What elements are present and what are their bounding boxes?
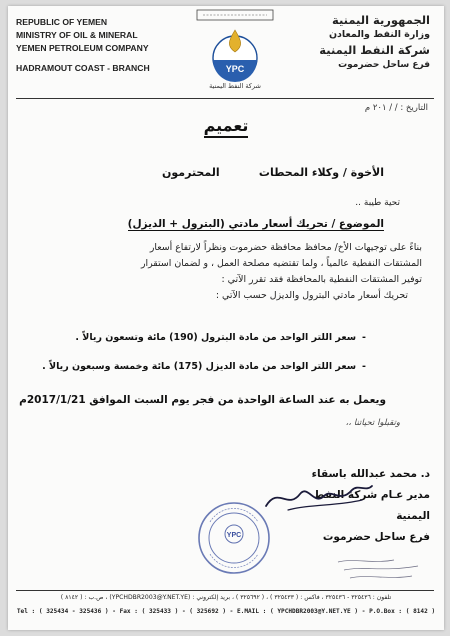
body-line: تحريك أسعار مادتي البترول والديزل حسب الآتي : [215,290,408,301]
header-divider [16,98,434,99]
footer-divider [16,590,434,591]
bullet-icon: - [362,361,366,372]
ministry-crest [197,10,273,20]
logo-text: YPC [225,64,245,74]
arabic-letterhead [280,12,430,72]
handwritten-annotation [334,554,424,584]
branch-ar: فرع ساحل حضرموت [338,60,430,70]
subject-line [128,218,384,230]
country-ar: الجمهورية اليمنية [331,13,430,27]
addressee: الأخوة / وكلاء المحطات [258,166,384,179]
footer-arabic-contact: تلفون : ٣٢٥٤٣٦ - ٣٢٥٤٣٦ ، فاكس : ( ٣٢٥٤٣٣ ) ، ( ٣٢٥٦٩٢ ) ، بريد إلكتروني : (YPCHDBR2003@Y.NET.YE) ، ص.ب : ( ٨١٤٢ ) [60,594,392,601]
handwritten-signature [258,476,378,516]
signatory-title: مدير عـام شركة النفط اليمنية [313,489,430,522]
effective-date: ويعمل به عند الساعة الواحدة من فجر يوم السبت الموافق 2017/1/21م [19,394,386,406]
price-item-text: سعر اللتر الواحد من مادة البترول (190) مائة وتسعون ريالاً . [75,332,357,343]
price-item-petrol [75,332,366,343]
company-ar: شركة النفط اليمنية [319,43,430,57]
price-item-text: سعر اللتر الواحد من مادة الديزل (175) مائة وخمسة وسبعون ريالاً . [42,361,357,372]
subject-text: الموضوع / تحريك أسعار مادتي (البترول + الديزل) [127,218,384,230]
stamp-logo-text: YPC [226,532,242,539]
signatory-branch: فرع ساحل حضرموت [322,531,430,543]
ministry-en: MINISTRY OF OIL & MINERAL [16,30,138,40]
closing-line: وتقبلوا تحياتنا ،، [345,418,400,428]
body-line: بناءً على توجيهات الأخ/ محافظ محافظة حضرموت ونظراً لارتفاع أسعار [149,242,422,253]
body-line: توفير المشتقات النفطية بالمحافظة فقد تقرر الآتي : [221,274,422,285]
english-letterhead [16,16,206,75]
price-item-diesel [42,361,366,372]
logo-arabic-text: شركة النفط اليمنية [209,82,261,90]
addressee-honorific: المحترمون [162,166,220,179]
memo-body [34,240,422,304]
company-logo [189,8,281,90]
country-en: REPUBLIC OF YEMEN [16,17,108,27]
date-line: التاريخ : / / ٢٠١ م [364,103,428,113]
memo-page [8,6,444,630]
greeting: تحية طيبة .. [355,198,400,208]
ministry-ar: وزارة النفط والمعادن [328,29,430,40]
official-stamp [196,500,272,576]
bullet-icon: - [362,332,366,343]
memo-title [8,116,444,138]
signatory-name: د. محمد عبدالله باسقاء [311,468,430,480]
footer-english-contact: Tel : ( 325434 - 325436 ) - Fax : ( 325433 ) - ( 325692 ) - E.MAIL : ( YPCHDBR2003@Y.NET.YE ) - P.O.Box : ( 8142 ) [16,608,436,615]
branch-en: HADRAMOUT COAST - BRANCH [16,63,150,73]
company-en: YEMEN PETROLEUM COMPANY [16,43,149,53]
body-line: المشتقات النفطية عالمياً ، ولما تقتضيه مصلحة العمل ، و لضمان استقرار [141,258,422,269]
memo-title-text: تعميم [204,116,249,138]
